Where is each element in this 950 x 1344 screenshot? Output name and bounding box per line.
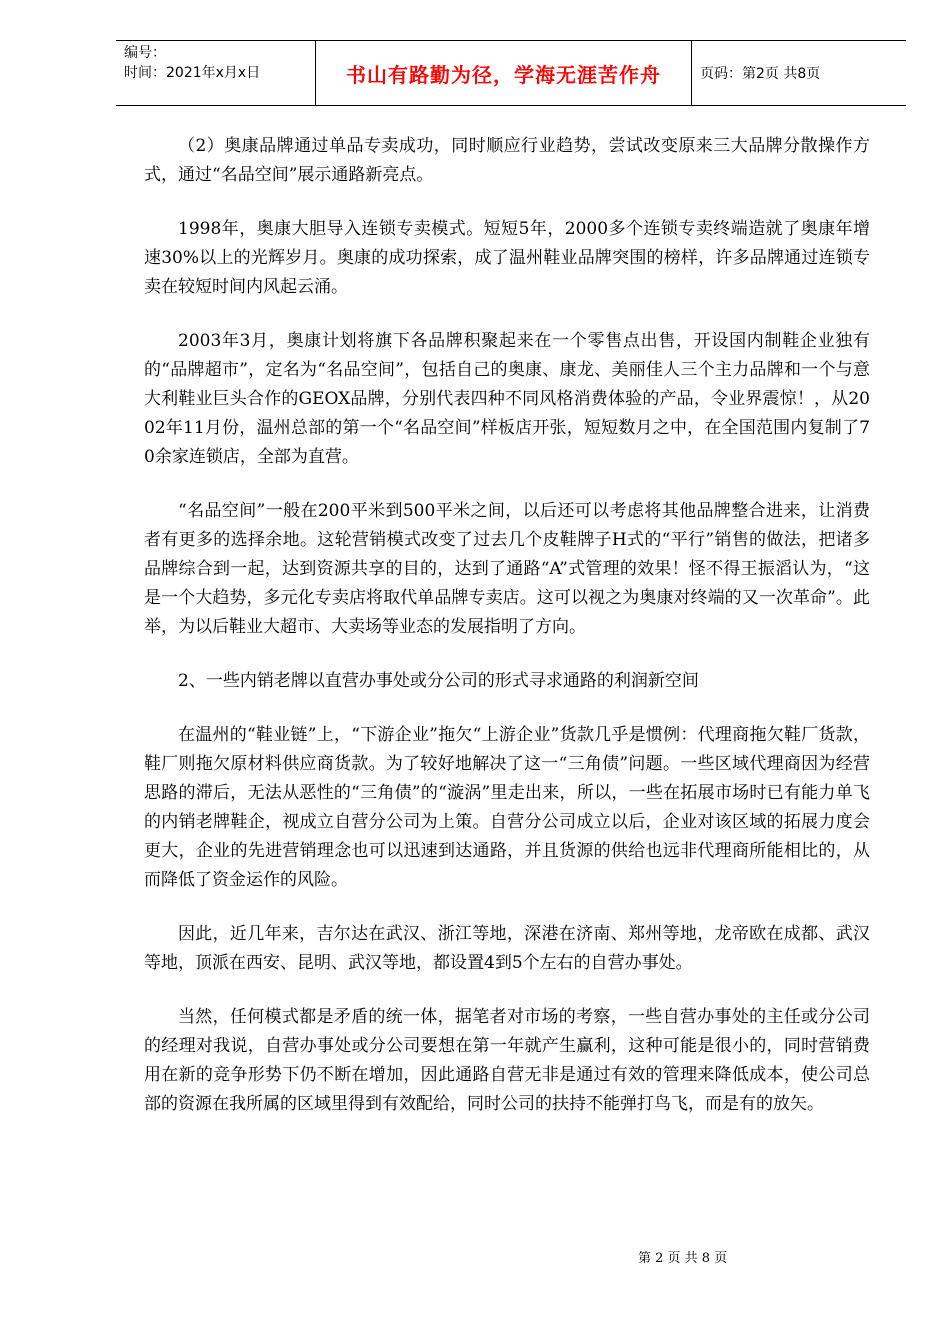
header-motto: 书山有路勤为径，学海无涯苦作舟 [346,62,661,87]
paragraph: 2003年3月，奥康计划将旗下各品牌积聚起来在一个零售点出售，开设国内制鞋企业独有的“品牌超市”，定名为“名品空间”，包括自己的奥康、康龙、美丽佳人三个主力品牌和一个与意大利鞋业巨头合作的GEOX品牌，分别代表四种不同风格消费体验的产品，令业界震惊！，从2002年11月份，温州总部的第一个“名品空间”样板店开张，短短数月之中，在全国范围内复制了70余家连锁店，全部为直营。 [144,331,870,467]
paragraph: （2）奥康品牌通过单品专卖成功，同时顺应行业趋势，尝试改变原来三大品牌分散操作方式，通过“名品空间”展示通路新亮点。 [144,136,870,185]
paragraph: “名品空间”一般在200平米到500平米之间，以后还可以考虑将其他品牌整合进来，让消费者有更多的选择余地。这轮营销模式改变了过去几个皮鞋牌子H式的“平行”销售的做法，把诸多品牌综合到一起，达到资源共享的目的，达到了通路“A”式管理的效果！怪不得王振滔认为，“这是一个大趋势，多元化专卖店将取代单品牌专卖店。这可以视之为奥康对终端的又一次革命”。此举，为以后鞋业大超市、大卖场等业态的发展指明了方向。 [144,501,870,637]
header-meta-cell [116,41,316,105]
page-header [116,40,906,106]
paragraph: 因此，近几年来，吉尔达在武汉、浙江等地，深港在济南、郑州等地，龙帝欧在成都、武汉等地，顶派在西安、昆明、武汉等地，都设置4到5个左右的自营办事处。 [144,924,870,973]
header-page-cell [692,41,906,105]
header-motto-cell [316,41,692,105]
paragraph: 当然，任何模式都是矛盾的统一体，据笔者对市场的考察，一些自营办事处的主任或分公司的经理对我说，自营办事处或分公司要想在第一年就产生赢利，这种可能是很小的，同时营销费用在新的竞争形势下仍不断在增加，因此通路自营无非是通过有效的管理来降低成本，使公司总部的资源在我所属的区域里得到有效配给，同时公司的扶持不能弹打鸟飞，而是有的放矢。 [144,1007,870,1114]
paragraph: 1998年，奥康大胆导入连锁专卖模式。短短5年，2000多个连锁专卖终端造就了奥康年增速30%以上的光辉岁月。奥康的成功探索，成了温州鞋业品牌突围的榜样，许多品牌通过连锁专卖在较短时间内风起云涌。 [144,219,870,297]
header-page-info: 页码：第2页 共8页 [700,66,821,82]
document-number-label: 编号： [124,45,166,61]
document-body [144,132,870,1144]
page-footer [638,1247,727,1266]
paragraph: 在温州的“鞋业链”上，“下游企业”拖欠“上游企业”货款几乎是惯例：代理商拖欠鞋厂货款，鞋厂则拖欠原材料供应商货款。为了较好地解决了这一“三角债”问题。一些区域代理商因为经营思路的滞后，无法从恶性的“三角债”的“漩涡”里走出来，所以，一些在拓展市场时已有能力单飞的内销老牌鞋企，视成立自营分公司为上策。自营分公司成立以后，企业对该区域的拓展力度会更大，企业的先进营销理念也可以迅速到达通路，并且货源的供给也远非代理商所能相比的，从而降低了资金运作的风险。 [144,725,870,890]
section-heading: 2、一些内销老牌以直营办事处或分公司的形式寻求通路的利润新空间 [178,671,699,691]
document-time-label: 时间：2021年x月x日 [124,65,261,81]
footer-page-number: 第 2 页 共 8 页 [638,1251,728,1266]
